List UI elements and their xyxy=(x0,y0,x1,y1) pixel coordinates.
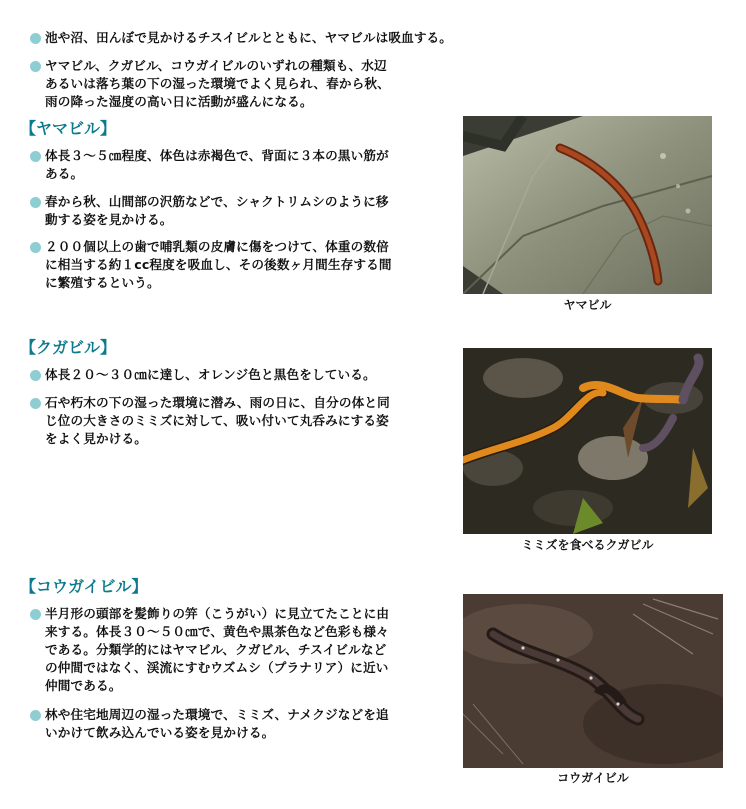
intro-bullet xyxy=(30,57,390,111)
bullet-text: 半月形の頭部を髪飾りの笄（こうがい）に見立てたことに由 来する。体長３０～５０㎝で、黄色や黒茶色など色彩も様々 である。分類学的にはヤマビル、クガビル、チスイビルなど の仲間ではなく、渓流にすむウズムシ（プラナリア）に近い 仲間である。 xyxy=(45,606,390,693)
bullet-dot xyxy=(30,710,41,721)
section-heading-kougaibiru: 【コウガイビル】 xyxy=(20,577,148,596)
bullet-text: 春から秋、山間部の沢筋などで、シャクトリムシのように移 動する姿を見かける。 xyxy=(45,194,389,227)
section-bullet xyxy=(30,605,389,695)
bullet-dot xyxy=(30,33,41,44)
intro-bullet xyxy=(30,29,452,47)
section-bullet xyxy=(30,706,389,742)
bullet-dot xyxy=(30,197,41,208)
section-bullet xyxy=(30,193,389,229)
bullet-text: 林や住宅地周辺の湿った環境で、ミミズ、ナメクジなどを追 いかけて飲み込んでいる姿を見かける。 xyxy=(45,707,389,740)
section-bullet xyxy=(30,147,389,183)
section-heading-yamabiru: 【ヤマビル】 xyxy=(20,119,117,138)
section-heading-kugabiru: 【クガビル】 xyxy=(20,338,117,357)
section-bullet xyxy=(30,238,392,292)
kougaibiru-photo xyxy=(463,594,723,768)
bullet-dot xyxy=(30,398,41,409)
bullet-text: 石や朽木の下の湿った環境に潜み、雨の日に、自分の体と同 じ位の大きさのミミズに対して、吸い付いて丸呑みにする姿 をよく見かける。 xyxy=(45,395,390,446)
photo-caption: ミミズを食べるクガビル xyxy=(521,538,654,552)
bullet-dot xyxy=(30,61,41,72)
bullet-text: ２００個以上の歯で哺乳類の皮膚に傷をつけて、体重の数倍 に相当する約１cc程度を吸血し、その後数ヶ月間生存する間 に繁殖するという。 xyxy=(45,239,392,290)
kugabiru-photo xyxy=(463,348,712,534)
bullet-text: ヤマビル、クガビル、コウガイビルのいずれの種類も、水辺 あるいは落ち葉の下の湿った環境でよく見られ、春から秋、 雨の降った湿度の高い日に活動が盛んになる。 xyxy=(45,58,390,109)
bullet-dot xyxy=(30,151,41,162)
section-bullet xyxy=(30,394,390,448)
bullet-text: 体長３～５㎝程度、体色は赤褐色で、背面に３本の黒い筋が ある。 xyxy=(45,148,389,181)
photo-caption: ヤマビル xyxy=(563,298,612,312)
bullet-dot xyxy=(30,609,41,620)
bullet-text: 体長２０～３０㎝に達し、オレンジ色と黒色をしている。 xyxy=(45,367,376,382)
bullet-text: 池や沼、田んぼで見かけるチスイビルとともに、ヤマビルは吸血する。 xyxy=(45,30,453,45)
section-bullet xyxy=(30,366,376,384)
yamabiru-photo xyxy=(463,116,712,294)
bullet-dot xyxy=(30,370,41,381)
bullet-dot xyxy=(30,242,41,253)
photo-caption: コウガイビル xyxy=(557,771,629,785)
